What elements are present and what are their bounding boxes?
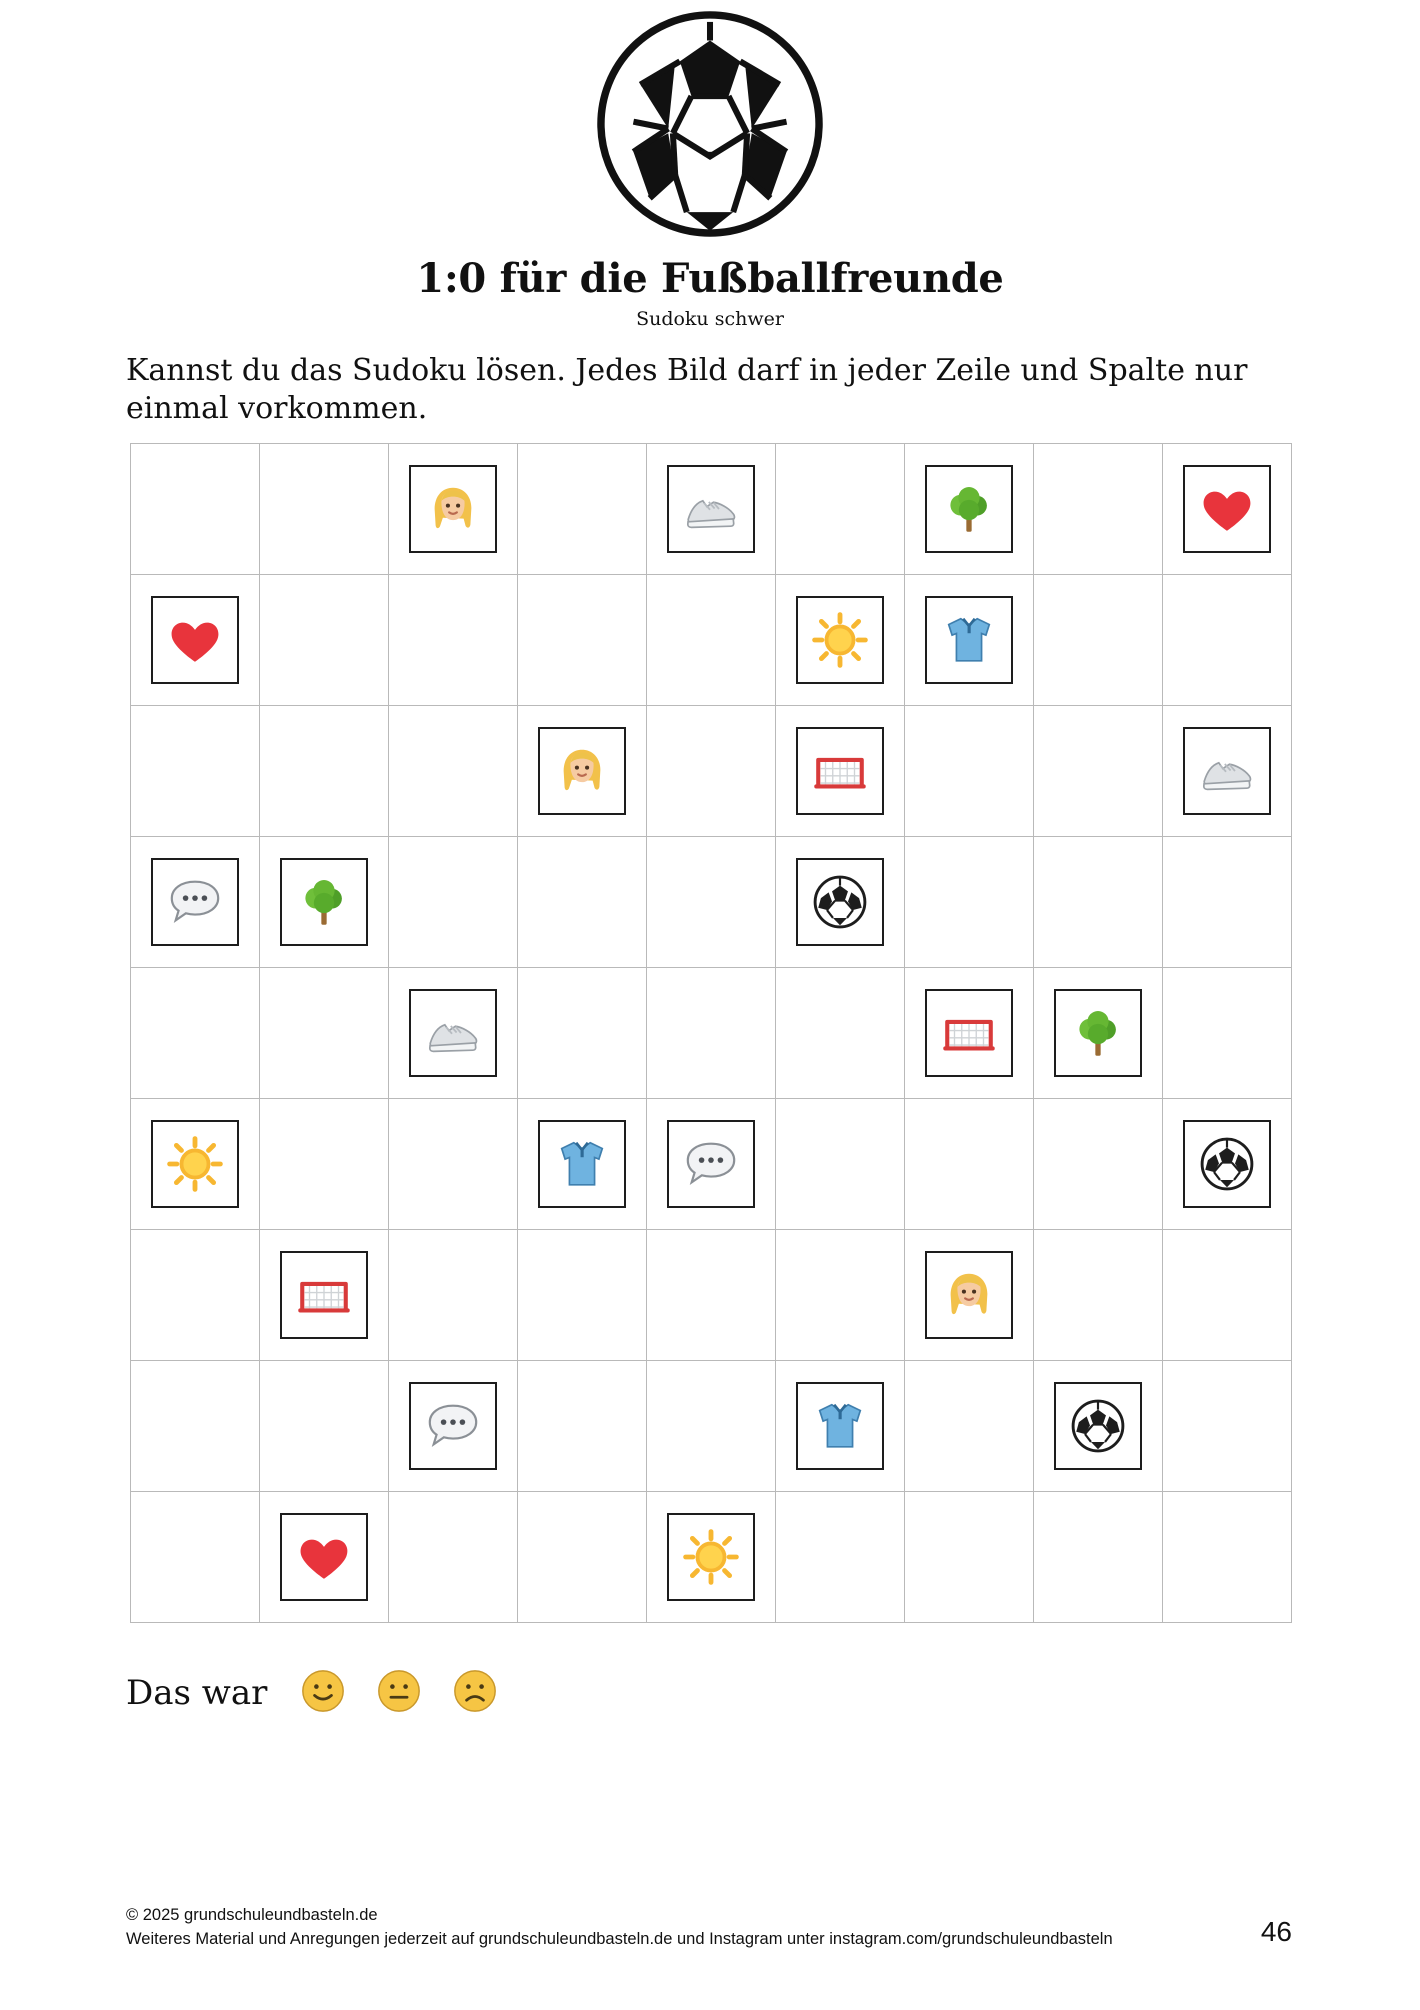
tree-icon xyxy=(925,465,1013,553)
sudoku-cell-empty-r5-c6[interactable] xyxy=(776,967,905,1098)
sudoku-cell-empty-r4-c4[interactable] xyxy=(518,836,647,967)
instructions-text: Kannst du das Sudoku lösen. Jedes Bild darf in jeder Zeile und Spalte nur einmal vorkommen. xyxy=(126,353,1248,427)
sudoku-grid-wrapper xyxy=(0,443,1420,1623)
sudoku-cell-filled-r8-c6[interactable] xyxy=(776,1360,905,1491)
red-heart-icon xyxy=(151,596,239,684)
sudoku-cell-empty-r7-c8[interactable] xyxy=(1034,1229,1163,1360)
sudoku-cell-empty-r8-c1[interactable] xyxy=(131,1360,260,1491)
sudoku-cell-empty-r2-c2[interactable] xyxy=(260,574,389,705)
sudoku-cell-empty-r5-c9[interactable] xyxy=(1163,967,1292,1098)
sudoku-cell-filled-r5-c7[interactable] xyxy=(905,967,1034,1098)
sudoku-cell-empty-r2-c5[interactable] xyxy=(647,574,776,705)
page-title: 1:0 für die Fußballfreunde xyxy=(416,255,1004,302)
sudoku-cell-empty-r3-c7[interactable] xyxy=(905,705,1034,836)
sudoku-cell-empty-r8-c5[interactable] xyxy=(647,1360,776,1491)
sudoku-cell-empty-r4-c3[interactable] xyxy=(389,836,518,967)
sudoku-cell-empty-r8-c2[interactable] xyxy=(260,1360,389,1491)
sudoku-cell-filled-r8-c8[interactable] xyxy=(1034,1360,1163,1491)
girl-face-icon xyxy=(409,465,497,553)
sudoku-cell-empty-r3-c1[interactable] xyxy=(131,705,260,836)
red-heart-icon xyxy=(280,1513,368,1601)
sudoku-cell-empty-r6-c8[interactable] xyxy=(1034,1098,1163,1229)
sudoku-cell-empty-r4-c9[interactable] xyxy=(1163,836,1292,967)
polo-shirt-icon xyxy=(925,596,1013,684)
sudoku-cell-empty-r3-c5[interactable] xyxy=(647,705,776,836)
sudoku-cell-filled-r2-c1[interactable] xyxy=(131,574,260,705)
rating-label: Das war xyxy=(126,1673,268,1714)
sudoku-cell-empty-r3-c8[interactable] xyxy=(1034,705,1163,836)
goal-net-icon xyxy=(796,727,884,815)
sudoku-cell-filled-r3-c9[interactable] xyxy=(1163,705,1292,836)
sudoku-cell-filled-r3-c6[interactable] xyxy=(776,705,905,836)
sudoku-cell-empty-r6-c3[interactable] xyxy=(389,1098,518,1229)
sudoku-cell-filled-r3-c4[interactable] xyxy=(518,705,647,836)
credits-block xyxy=(126,1904,1216,1952)
sudoku-cell-empty-r1-c1[interactable] xyxy=(131,443,260,574)
neutral-face-icon[interactable] xyxy=(377,1669,421,1718)
sudoku-cell-empty-r5-c4[interactable] xyxy=(518,967,647,1098)
sudoku-cell-empty-r9-c6[interactable] xyxy=(776,1491,905,1622)
page-number: 46 xyxy=(1260,1916,1292,1947)
sudoku-cell-empty-r8-c7[interactable] xyxy=(905,1360,1034,1491)
sudoku-cell-empty-r4-c5[interactable] xyxy=(647,836,776,967)
soccer-ball-icon xyxy=(796,858,884,946)
sudoku-row xyxy=(131,574,1292,705)
sudoku-cell-empty-r4-c7[interactable] xyxy=(905,836,1034,967)
sudoku-row xyxy=(131,1229,1292,1360)
sudoku-cell-empty-r2-c4[interactable] xyxy=(518,574,647,705)
sudoku-row xyxy=(131,836,1292,967)
sudoku-cell-filled-r1-c7[interactable] xyxy=(905,443,1034,574)
sudoku-cell-filled-r5-c8[interactable] xyxy=(1034,967,1163,1098)
sudoku-cell-filled-r9-c5[interactable] xyxy=(647,1491,776,1622)
sudoku-cell-filled-r1-c3[interactable] xyxy=(389,443,518,574)
sudoku-cell-filled-r2-c6[interactable] xyxy=(776,574,905,705)
sudoku-cell-filled-r4-c6[interactable] xyxy=(776,836,905,967)
soccer-ball-icon xyxy=(1183,1120,1271,1208)
sudoku-cell-filled-r7-c7[interactable] xyxy=(905,1229,1034,1360)
speech-bubble-icon xyxy=(667,1120,755,1208)
sudoku-cell-empty-r9-c4[interactable] xyxy=(518,1491,647,1622)
sudoku-cell-empty-r1-c4[interactable] xyxy=(518,443,647,574)
sudoku-cell-empty-r5-c2[interactable] xyxy=(260,967,389,1098)
soccer-ball-icon xyxy=(1054,1382,1142,1470)
goal-net-icon xyxy=(925,989,1013,1077)
sudoku-cell-empty-r6-c7[interactable] xyxy=(905,1098,1034,1229)
sudoku-cell-empty-r9-c8[interactable] xyxy=(1034,1491,1163,1622)
sudoku-cell-empty-r6-c6[interactable] xyxy=(776,1098,905,1229)
sudoku-cell-empty-r1-c8[interactable] xyxy=(1034,443,1163,574)
sudoku-cell-filled-r4-c1[interactable] xyxy=(131,836,260,967)
sudoku-cell-filled-r2-c7[interactable] xyxy=(905,574,1034,705)
sun-icon xyxy=(796,596,884,684)
sneaker-icon xyxy=(1183,727,1271,815)
sudoku-cell-empty-r8-c4[interactable] xyxy=(518,1360,647,1491)
sudoku-cell-filled-r5-c3[interactable] xyxy=(389,967,518,1098)
header-logo xyxy=(0,0,1420,245)
polo-shirt-icon xyxy=(796,1382,884,1470)
sudoku-cell-empty-r4-c8[interactable] xyxy=(1034,836,1163,967)
sudoku-cell-empty-r7-c6[interactable] xyxy=(776,1229,905,1360)
red-heart-icon xyxy=(1183,465,1271,553)
speech-bubble-icon xyxy=(151,858,239,946)
sudoku-cell-filled-r4-c2[interactable] xyxy=(260,836,389,967)
sudoku-cell-filled-r6-c4[interactable] xyxy=(518,1098,647,1229)
rating-row xyxy=(0,1669,1420,1718)
sudoku-row xyxy=(131,967,1292,1098)
sudoku-cell-empty-r5-c5[interactable] xyxy=(647,967,776,1098)
sun-icon xyxy=(667,1513,755,1601)
sad-face-icon[interactable] xyxy=(453,1669,497,1718)
sudoku-cell-empty-r9-c9[interactable] xyxy=(1163,1491,1292,1622)
sudoku-cell-filled-r8-c3[interactable] xyxy=(389,1360,518,1491)
goal-net-icon xyxy=(280,1251,368,1339)
sudoku-cell-empty-r2-c8[interactable] xyxy=(1034,574,1163,705)
sudoku-cell-empty-r7-c1[interactable] xyxy=(131,1229,260,1360)
sudoku-cell-empty-r7-c5[interactable] xyxy=(647,1229,776,1360)
sudoku-cell-empty-r5-c1[interactable] xyxy=(131,967,260,1098)
sudoku-cell-empty-r9-c1[interactable] xyxy=(131,1491,260,1622)
happy-face-icon[interactable] xyxy=(301,1669,345,1718)
sudoku-cell-empty-r1-c2[interactable] xyxy=(260,443,389,574)
credits-note: Weiteres Material und Anregungen jederzeit auf grundschuleundbasteln.de und Instagram unter instagram.com/grundschuleundbasteln xyxy=(126,1930,1113,1949)
sudoku-cell-filled-r1-c5[interactable] xyxy=(647,443,776,574)
sudoku-cell-empty-r7-c9[interactable] xyxy=(1163,1229,1292,1360)
speech-bubble-icon xyxy=(409,1382,497,1470)
sudoku-cell-filled-r9-c2[interactable] xyxy=(260,1491,389,1622)
girl-face-icon xyxy=(538,727,626,815)
sudoku-row xyxy=(131,705,1292,836)
sudoku-cell-empty-r7-c3[interactable] xyxy=(389,1229,518,1360)
tree-icon xyxy=(1054,989,1142,1077)
sudoku-cell-filled-r6-c9[interactable] xyxy=(1163,1098,1292,1229)
page-subtitle: Sudoku schwer xyxy=(636,308,784,330)
girl-face-icon xyxy=(925,1251,1013,1339)
sudoku-cell-empty-r2-c9[interactable] xyxy=(1163,574,1292,705)
tree-icon xyxy=(280,858,368,946)
sudoku-cell-empty-r3-c3[interactable] xyxy=(389,705,518,836)
sudoku-cell-empty-r6-c2[interactable] xyxy=(260,1098,389,1229)
sudoku-row xyxy=(131,1360,1292,1491)
sudoku-cell-filled-r6-c5[interactable] xyxy=(647,1098,776,1229)
sudoku-cell-empty-r8-c9[interactable] xyxy=(1163,1360,1292,1491)
sudoku-cell-empty-r2-c3[interactable] xyxy=(389,574,518,705)
sudoku-cell-filled-r1-c9[interactable] xyxy=(1163,443,1292,574)
polo-shirt-icon xyxy=(538,1120,626,1208)
rating-faces[interactable] xyxy=(301,1669,497,1718)
sudoku-row xyxy=(131,443,1292,574)
soccer-ball-illustration-icon xyxy=(594,227,826,244)
sudoku-cell-empty-r3-c2[interactable] xyxy=(260,705,389,836)
sun-icon xyxy=(151,1120,239,1208)
sudoku-cell-empty-r9-c3[interactable] xyxy=(389,1491,518,1622)
sudoku-row xyxy=(131,1098,1292,1229)
sudoku-cell-empty-r1-c6[interactable] xyxy=(776,443,905,574)
sneaker-icon xyxy=(409,989,497,1077)
sudoku-cell-empty-r7-c4[interactable] xyxy=(518,1229,647,1360)
sudoku-grid[interactable] xyxy=(130,443,1292,1623)
sneaker-icon xyxy=(667,465,755,553)
sudoku-cell-filled-r6-c1[interactable] xyxy=(131,1098,260,1229)
copyright-text: © 2025 grundschuleundbasteln.de xyxy=(126,1906,378,1925)
sudoku-row xyxy=(131,1491,1292,1622)
sudoku-cell-filled-r7-c2[interactable] xyxy=(260,1229,389,1360)
sudoku-cell-empty-r9-c7[interactable] xyxy=(905,1491,1034,1622)
